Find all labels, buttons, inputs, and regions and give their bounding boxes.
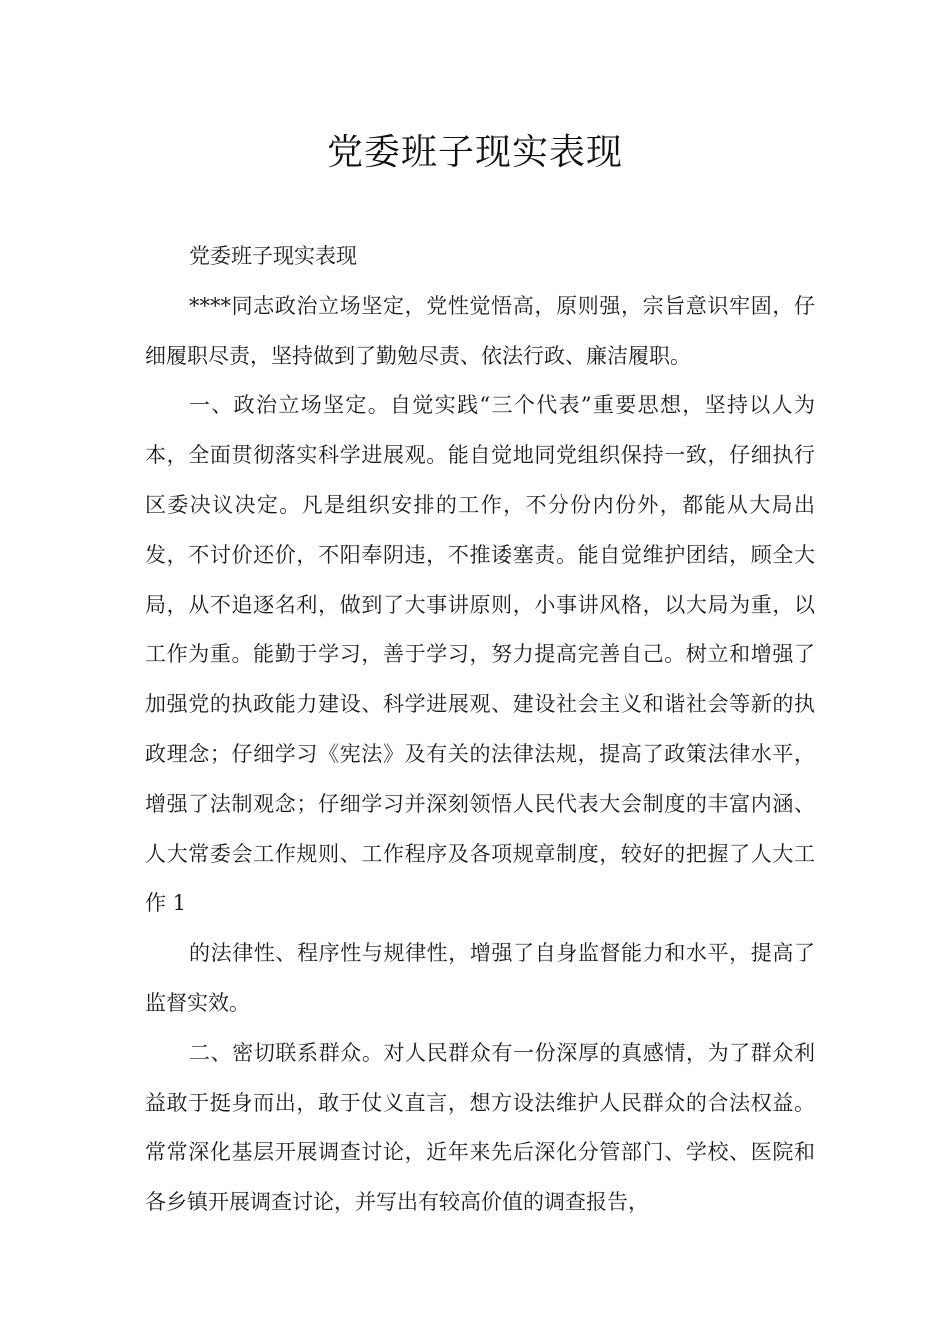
paragraph-intro: ****同志政治立场坚定，党性觉悟高，原则强，宗旨意识牢固，仔细履职尽责，坚持做到了勤勉尽责、依法行政、廉洁履职。 bbox=[145, 293, 815, 368]
paragraph-heading: 党委班子现实表现 bbox=[189, 244, 357, 268]
paragraph-section-2: 二、密切联系群众。对人民群众有一份深厚的真感情，为了群众利益敢于挺身而出，敢于仗义直言，想方设法维护人民群众的合法权益。常常深化基层开展调查讨论，近年来先后深化分管部门、学校、医院和各乡镇开展调查讨论，并写出有较高价值的调查报告， bbox=[145, 1040, 815, 1215]
document-title: 党委班子现实表现 bbox=[326, 132, 623, 173]
paragraph-section-1-continued: 的法律性、程序性与规律性，增强了自身监督能力和水平，提高了监督实效。 bbox=[145, 941, 815, 1015]
paragraph-section-1: 一、政治立场坚定。自觉实践“三个代表”重要思想，坚持以人为本，全面贯彻落实科学进展观。能自觉地同党组织保持一致，仔细执行区委决议决定。凡是组织安排的工作，不分份内份外，都能从大局出发，不讨价还价，不阳奉阴违，不推诿塞责。能自觉维护团结，顾全大局，从不追逐名利，做到了大事讲原则，小事讲风格，以大局为重，以工作为重。能勤于学习，善于学习，努力提高完善自己。树立和增强了加强党的执政能力建设、科学进展观、建设社会主义和谐社会等新的执政理念；仔细学习《宪法》及有关的法律法规，提高了政策法律水平，增强了法制观念；仔细学习并深刻领悟人民代表大会制度的丰富内涵、人大常委会工作规则、工作程序及各项规章制度，较好的把握了人大工作 1 bbox=[145, 393, 815, 916]
document-body bbox=[145, 232, 815, 1228]
